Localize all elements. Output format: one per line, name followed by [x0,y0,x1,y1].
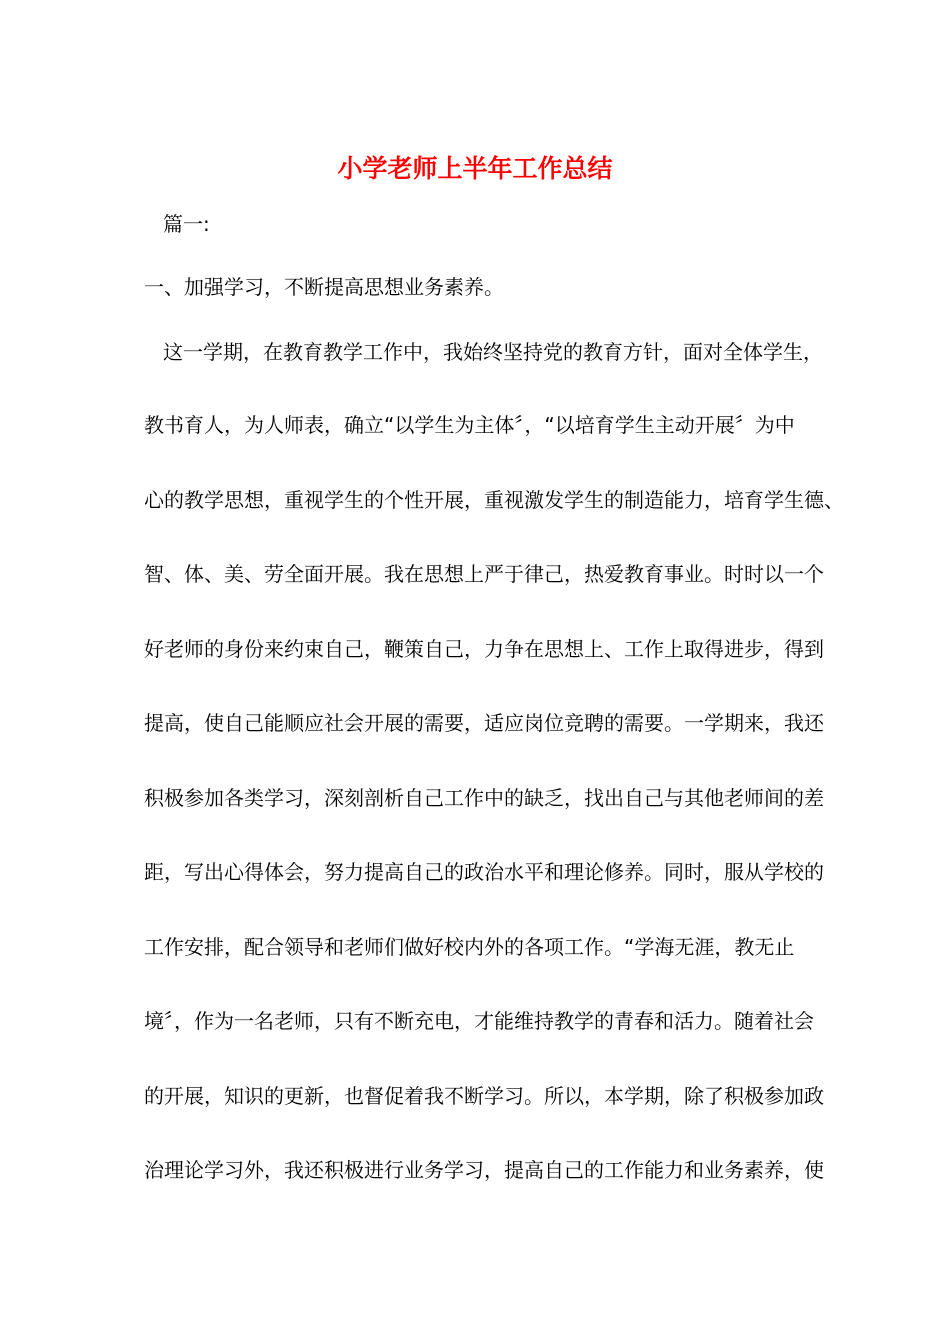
body-line: 积极参加各类学习，深刻剖析自己工作中的缺乏，找出自己与其他老师间的差 [144,786,824,810]
body-line: 的开展，知识的更新，也督促着我不断学习。所以，本学期，除了积极参加政 [144,1084,824,1108]
body-line: 境〞，作为一名老师，只有不断充电，才能维持教学的青春和活力。随着社会 [144,1009,814,1033]
body-line: 距，写出心得体会，努力提高自己的政治水平和理论修养。同时，服从学校的 [144,860,824,884]
section-label: 篇一: [163,212,210,236]
body-line: 这一学期，在教育教学工作中，我始终坚持党的教育方针，面对全体学生， [163,340,823,364]
body-line: 智、体、美、劳全面开展。我在思想上严于律己，热爱教育事业。时时以一个 [144,562,824,586]
body-line: 提高，使自己能顺应社会开展的需要，适应岗位竞聘的需要。一学期来，我还 [144,711,824,735]
body-line: 心的教学思想，重视学生的个性开展，重视激发学生的制造能力，培育学生德、 [144,488,844,512]
document-title: 小学老师上半年工作总结 [337,154,613,183]
body-line: 工作安排，配合领导和老师们做好校内外的各项工作。“学海无涯，教无止 [144,935,795,959]
body-line: 治理论学习外，我还积极进行业务学习，提高自己的工作能力和业务素养，使 [144,1158,824,1182]
section-heading: 一、加强学习，不断提高思想业务素养。 [144,275,504,299]
body-line: 好老师的身份来约束自己，鞭策自己，力争在思想上、工作上取得进步，得到 [144,637,824,661]
body-line: 教书育人，为人师表，确立“以学生为主体〞，“以培育学生主动开展〞为中 [144,413,795,437]
